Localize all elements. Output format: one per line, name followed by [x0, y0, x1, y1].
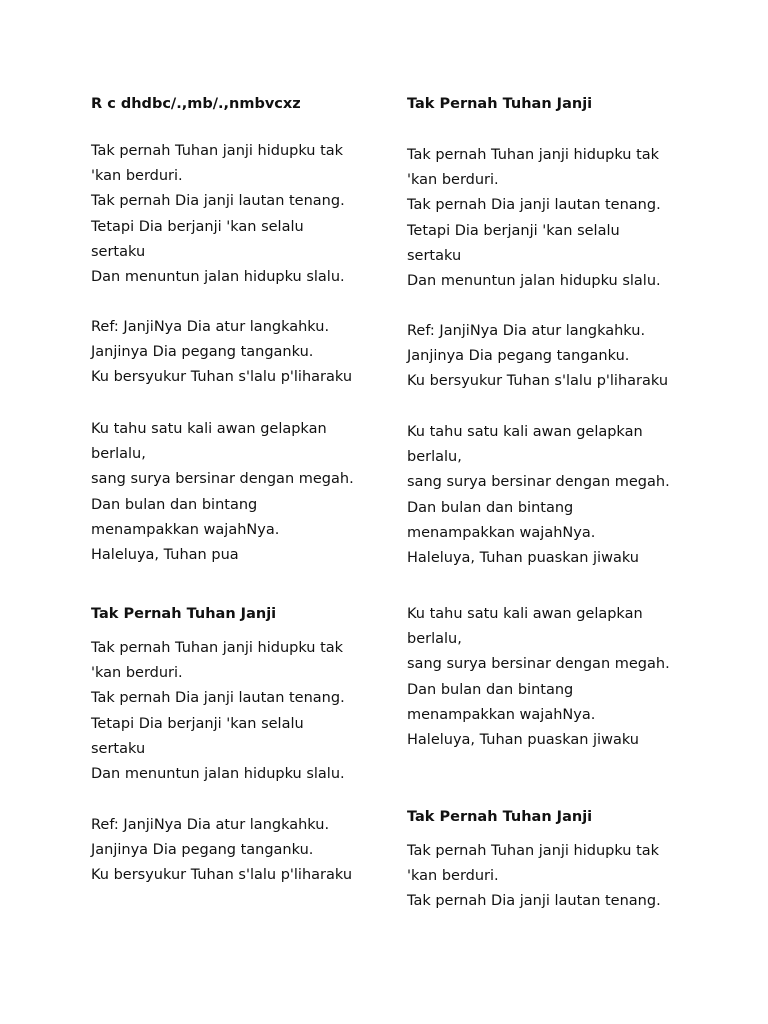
lyric-line: Janjinya Dia pegang tanganku. — [407, 348, 630, 365]
lyric-line: berlalu, — [407, 631, 462, 648]
lyric-line: sang surya bersinar dengan megah. — [407, 474, 670, 491]
right-verse-3 — [407, 602, 707, 753]
left-heading-2: Tak Pernah Tuhan Janji — [91, 606, 277, 622]
left-heading-1: R c dhdbc/.,mb/.,nmbvcxz — [91, 96, 301, 112]
lyric-line: menampakkan wajahNya. — [407, 524, 596, 541]
lyric-line: sertaku — [91, 243, 146, 260]
lyric-line: sang surya bersinar dengan megah. — [91, 471, 354, 488]
lyric-line: Tak pernah Dia janji lautan tenang. — [407, 893, 661, 910]
lyric-line: Ref: JanjiNya Dia atur langkahku. — [91, 319, 330, 335]
lyric-line: Ku tahu satu kali awan gelapkan — [91, 421, 327, 437]
lyric-line: Tak pernah Tuhan janji hidupku tak — [91, 143, 344, 159]
lyric-line: Tak pernah Tuhan janji hidupku tak — [407, 147, 660, 163]
lyric-line: Ku bersyukur Tuhan s'lalu p'liharaku — [91, 369, 353, 386]
lyric-line: Dan menuntun jalan hidupku slalu. — [91, 766, 345, 783]
lyric-line: Dan bulan dan bintang — [91, 496, 258, 513]
lyric-line: Dan bulan dan bintang — [407, 681, 574, 698]
left-refrain-2 — [91, 813, 391, 889]
right-verse-4 — [407, 839, 707, 915]
right-verse-1 — [407, 143, 707, 294]
lyric-line: Ku tahu satu kali awan gelapkan — [407, 424, 643, 440]
lyric-line: Janjinya Dia pegang tanganku. — [91, 842, 314, 859]
lyric-line: Haleluya, Tuhan pua — [91, 547, 239, 564]
lyric-line: 'kan berduri. — [91, 168, 183, 185]
lyric-line: menampakkan wajahNya. — [91, 521, 280, 538]
lyric-line: Ku tahu satu kali awan gelapkan — [407, 606, 643, 622]
lyric-line: Ref: JanjiNya Dia atur langkahku. — [407, 323, 646, 339]
right-heading-1: Tak Pernah Tuhan Janji — [407, 96, 593, 112]
lyric-line: Tetapi Dia berjanji 'kan selalu — [407, 222, 620, 239]
right-refrain-1 — [407, 319, 707, 395]
lyric-line: Tak pernah Tuhan janji hidupku tak — [407, 843, 660, 859]
lyric-line: Tetapi Dia berjanji 'kan selalu — [91, 715, 304, 732]
lyric-line: Dan menuntun jalan hidupku slalu. — [407, 273, 661, 290]
lyric-line: Ku bersyukur Tuhan s'lalu p'liharaku — [91, 867, 353, 884]
right-heading-2: Tak Pernah Tuhan Janji — [407, 809, 593, 825]
lyric-line: berlalu, — [91, 446, 146, 463]
left-verse-3 — [91, 636, 391, 787]
lyric-line: sertaku — [91, 740, 146, 757]
lyric-line: Ref: JanjiNya Dia atur langkahku. — [91, 817, 330, 833]
lyric-line: Janjinya Dia pegang tanganku. — [91, 344, 314, 361]
lyric-line: sertaku — [407, 247, 462, 264]
left-refrain-1 — [91, 315, 391, 391]
lyric-line: 'kan berduri. — [407, 868, 499, 885]
lyric-line: menampakkan wajahNya. — [407, 706, 596, 723]
lyric-line: 'kan berduri. — [91, 665, 183, 682]
left-verse-1 — [91, 139, 391, 290]
lyric-line: Haleluya, Tuhan puaskan jiwaku — [407, 550, 639, 567]
lyric-line: Dan bulan dan bintang — [407, 499, 574, 516]
lyric-line: berlalu, — [407, 449, 462, 466]
lyric-line: Dan menuntun jalan hidupku slalu. — [91, 269, 345, 286]
lyric-line: Tak pernah Dia janji lautan tenang. — [91, 690, 345, 707]
lyric-line: Tak pernah Tuhan janji hidupku tak — [91, 640, 344, 656]
lyric-line: Tak pernah Dia janji lautan tenang. — [91, 193, 345, 210]
lyric-line: Haleluya, Tuhan puaskan jiwaku — [407, 732, 639, 749]
lyric-line: Tak pernah Dia janji lautan tenang. — [407, 197, 661, 214]
lyric-line: Tetapi Dia berjanji 'kan selalu — [91, 218, 304, 235]
left-verse-2 — [91, 417, 391, 568]
lyric-line: Ku bersyukur Tuhan s'lalu p'liharaku — [407, 373, 669, 390]
right-verse-2 — [407, 420, 707, 571]
lyric-line: sang surya bersinar dengan megah. — [407, 656, 670, 673]
lyric-line: 'kan berduri. — [407, 172, 499, 189]
